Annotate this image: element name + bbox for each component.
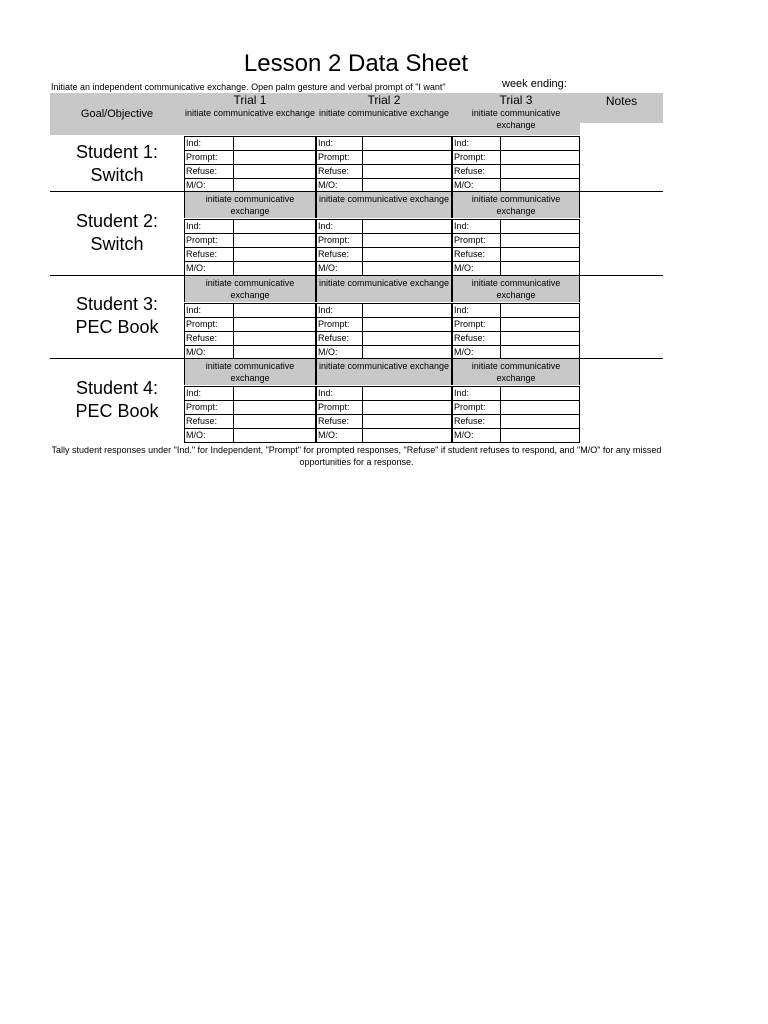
tally-cell[interactable] <box>234 304 316 318</box>
response-label: Prompt: <box>453 401 501 415</box>
tally-cell[interactable] <box>234 318 316 332</box>
student-4-trial-1-grid <box>184 386 316 443</box>
table-row <box>185 248 316 262</box>
response-label: Refuse: <box>453 415 501 429</box>
tally-cell[interactable] <box>234 332 316 346</box>
table-row <box>317 234 452 248</box>
trial-3-title: Trial 3 <box>499 93 533 107</box>
table-row <box>453 137 580 151</box>
response-label: M/O: <box>185 179 234 193</box>
student-4-name: Student 4: <box>75 378 159 398</box>
student-3-trial-3-grid <box>452 303 580 360</box>
tally-cell[interactable] <box>234 387 316 401</box>
table-row <box>453 151 580 165</box>
student-3-device: PEC Book <box>75 317 159 337</box>
trial-1-title: Trial 1 <box>233 93 267 107</box>
student-3-trial-2-grid <box>316 303 452 360</box>
student-1-trial-2-grid <box>316 136 452 193</box>
tally-cell[interactable] <box>501 220 580 234</box>
response-label: Ind: <box>453 137 501 151</box>
response-label: Refuse: <box>185 415 234 429</box>
tally-cell[interactable] <box>234 151 316 165</box>
notes-header: Notes <box>580 93 663 123</box>
table-row <box>317 304 452 318</box>
table-row <box>317 220 452 234</box>
student-2-trial-2-subheader: initiate communicative exchange <box>316 192 452 218</box>
student-2-trial-3-grid <box>452 219 580 276</box>
student-2-device: Switch <box>90 234 144 254</box>
table-row <box>185 304 316 318</box>
tally-cell[interactable] <box>234 262 316 276</box>
student-4-device: PEC Book <box>75 401 159 421</box>
tally-cell[interactable] <box>501 248 580 262</box>
tally-cell[interactable] <box>363 401 452 415</box>
table-row <box>453 318 580 332</box>
tally-cell[interactable] <box>363 220 452 234</box>
student-2-trial-3-subheader: initiate communicative exchange <box>452 192 580 218</box>
response-label: Refuse: <box>453 248 501 262</box>
response-label: Ind: <box>185 220 234 234</box>
page-title: Lesson 2 Data Sheet <box>243 50 469 77</box>
student-4-trial-2-subheader: initiate communicative exchange <box>316 359 452 385</box>
table-row <box>185 137 316 151</box>
tally-cell[interactable] <box>501 151 580 165</box>
response-label: M/O: <box>317 429 363 443</box>
table-row <box>317 151 452 165</box>
table-row <box>453 415 580 429</box>
response-label: Refuse: <box>317 332 363 346</box>
student-4-trial-3-grid <box>452 386 580 443</box>
goal-objective-header: Goal/Objective <box>50 93 184 135</box>
tally-cell[interactable] <box>501 318 580 332</box>
tally-cell[interactable] <box>501 137 580 151</box>
response-label: Prompt: <box>185 151 234 165</box>
student-2-name: Student 2: <box>75 211 159 231</box>
response-label: M/O: <box>317 262 363 276</box>
tally-cell[interactable] <box>501 401 580 415</box>
response-label: Prompt: <box>317 234 363 248</box>
table-row <box>185 387 316 401</box>
trial-2-subheader: initiate communicative exchange <box>318 108 450 118</box>
table-row <box>453 165 580 179</box>
table-row <box>453 332 580 346</box>
tally-cell[interactable] <box>501 415 580 429</box>
table-row <box>317 137 452 151</box>
response-label: Prompt: <box>317 318 363 332</box>
student-3-trial-2-subheader: initiate communicative exchange <box>316 276 452 302</box>
table-row <box>185 318 316 332</box>
response-label: Refuse: <box>185 165 234 179</box>
table-row <box>185 262 316 276</box>
response-label: Ind: <box>317 137 363 151</box>
response-label: Prompt: <box>317 401 363 415</box>
response-label: Prompt: <box>453 234 501 248</box>
table-row <box>453 387 580 401</box>
table-row <box>185 401 316 415</box>
response-label: M/O: <box>453 262 501 276</box>
student-3-trial-3-subheader: initiate communicative exchange <box>452 276 580 302</box>
response-label: Prompt: <box>185 401 234 415</box>
student-3-trial-1-grid <box>184 303 316 360</box>
student-2-trial-2-grid <box>316 219 452 276</box>
student-3-name: Student 3: <box>75 294 159 314</box>
trial-3-subheader: initiate communicative exchange <box>471 108 561 130</box>
response-label: Refuse: <box>185 332 234 346</box>
table-row <box>317 429 452 443</box>
table-row <box>185 429 316 443</box>
response-label: Refuse: <box>317 248 363 262</box>
response-label: Refuse: <box>317 415 363 429</box>
response-label: Ind: <box>317 387 363 401</box>
table-row <box>453 401 580 415</box>
tally-cell[interactable] <box>363 234 452 248</box>
student-4-label <box>50 377 184 423</box>
tally-cell[interactable] <box>234 165 316 179</box>
response-label: Refuse: <box>185 248 234 262</box>
table-row <box>185 165 316 179</box>
table-row <box>185 220 316 234</box>
table-row <box>453 220 580 234</box>
response-label: Ind: <box>453 304 501 318</box>
tally-cell[interactable] <box>363 429 452 443</box>
tally-cell[interactable] <box>501 262 580 276</box>
tally-cell[interactable] <box>363 304 452 318</box>
table-row <box>317 415 452 429</box>
response-label: Ind: <box>185 387 234 401</box>
table-row <box>453 304 580 318</box>
tally-cell[interactable] <box>501 165 580 179</box>
response-label: M/O: <box>453 179 501 193</box>
response-label: Refuse: <box>317 165 363 179</box>
tally-cell[interactable] <box>234 220 316 234</box>
response-label: Prompt: <box>317 151 363 165</box>
table-row <box>453 248 580 262</box>
tally-cell[interactable] <box>363 165 452 179</box>
table-row <box>317 332 452 346</box>
student-4-trial-1-subheader: initiate communicative exchange <box>184 359 316 385</box>
tally-cell[interactable] <box>363 415 452 429</box>
response-label: M/O: <box>185 346 234 360</box>
tally-cell[interactable] <box>363 151 452 165</box>
response-label: Ind: <box>453 220 501 234</box>
table-row <box>185 151 316 165</box>
student-3-label <box>50 293 184 339</box>
tally-cell[interactable] <box>234 401 316 415</box>
student-1-trial-3-grid <box>452 136 580 193</box>
trial-1-subheader: initiate communicative exchange <box>184 108 316 118</box>
table-row <box>317 262 452 276</box>
response-label: M/O: <box>317 346 363 360</box>
tally-cell[interactable] <box>363 262 452 276</box>
week-ending-label: week ending: <box>502 78 567 90</box>
trial-3-header <box>452 93 580 135</box>
response-label: Ind: <box>317 304 363 318</box>
tally-cell[interactable] <box>234 248 316 262</box>
table-row <box>453 262 580 276</box>
trial-2-header <box>316 93 452 135</box>
table-row <box>453 234 580 248</box>
tally-cell[interactable] <box>501 429 580 443</box>
student-1-trial-1-grid <box>184 136 316 193</box>
response-label: Prompt: <box>185 318 234 332</box>
tally-cell[interactable] <box>501 387 580 401</box>
table-row <box>185 415 316 429</box>
student-1-name: Student 1: <box>75 142 159 162</box>
tally-cell[interactable] <box>234 234 316 248</box>
student-1-device: Switch <box>90 165 144 185</box>
student-2-trial-1-subheader: initiate communicative exchange <box>184 192 316 218</box>
response-label: Ind: <box>317 220 363 234</box>
table-row <box>317 318 452 332</box>
student-4-trial-3-subheader: initiate communicative exchange <box>452 359 580 385</box>
trial-2-title: Trial 2 <box>367 93 401 107</box>
response-label: M/O: <box>453 346 501 360</box>
response-label: Refuse: <box>453 165 501 179</box>
response-label: Prompt: <box>453 318 501 332</box>
tally-cell[interactable] <box>363 387 452 401</box>
tally-cell[interactable] <box>363 248 452 262</box>
student-3-trial-1-subheader: initiate communicative exchange <box>184 276 316 302</box>
student-1-label <box>50 141 184 187</box>
tally-cell[interactable] <box>501 304 580 318</box>
table-row <box>317 248 452 262</box>
trial-1-header <box>184 93 316 135</box>
tally-instructions: Tally student responses under "Ind." for Independent, "Prompt" for prompted responses, "Refuse" if student refuses to respond, and "M/O" for any missed opportunities for a response. <box>51 445 662 467</box>
tally-cell[interactable] <box>234 415 316 429</box>
tally-cell[interactable] <box>363 318 452 332</box>
response-label: M/O: <box>317 179 363 193</box>
tally-cell[interactable] <box>363 137 452 151</box>
student-4-trial-2-grid <box>316 386 452 443</box>
response-label: Ind: <box>185 304 234 318</box>
table-row <box>453 429 580 443</box>
response-label: Prompt: <box>185 234 234 248</box>
response-label: Refuse: <box>453 332 501 346</box>
tally-cell[interactable] <box>501 234 580 248</box>
tally-cell[interactable] <box>234 429 316 443</box>
tally-cell[interactable] <box>234 137 316 151</box>
response-label: M/O: <box>185 262 234 276</box>
response-label: Prompt: <box>453 151 501 165</box>
lesson-objective: Initiate an independent communicative exchange. Open palm gesture and verbal prompt of "I want" <box>51 82 446 92</box>
student-2-label <box>50 210 184 256</box>
response-label: M/O: <box>453 429 501 443</box>
tally-cell[interactable] <box>363 332 452 346</box>
student-2-trial-1-grid <box>184 219 316 276</box>
table-row <box>185 234 316 248</box>
response-label: M/O: <box>185 429 234 443</box>
tally-cell[interactable] <box>501 332 580 346</box>
response-label: Ind: <box>185 137 234 151</box>
table-row <box>185 332 316 346</box>
table-row <box>317 165 452 179</box>
response-label: Ind: <box>453 387 501 401</box>
table-row <box>317 401 452 415</box>
table-row <box>317 387 452 401</box>
